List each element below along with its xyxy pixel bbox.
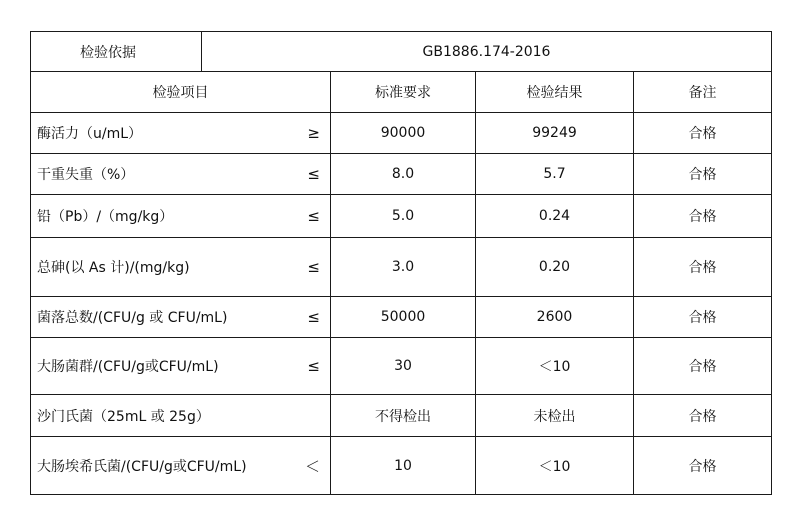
comparison-operator: ＜ [304,457,320,475]
comparison-operator: ≤ [307,207,320,225]
item-cell [31,238,331,297]
item-cell [31,437,331,495]
item-cell [31,195,331,238]
comparison-operator: ≤ [307,258,320,276]
inspection-table [30,31,772,495]
result-value: 2600 [476,297,634,338]
remark-value: 合格 [634,395,772,437]
standard-value: 5.0 [331,195,476,238]
result-value: 0.20 [476,238,634,297]
table-row [31,297,772,338]
remark-value: 合格 [634,338,772,395]
standard-value: 50000 [331,297,476,338]
standard-value: 10 [331,437,476,495]
result-value: 99249 [476,113,634,154]
standard-value: 3.0 [331,238,476,297]
remark-value: 合格 [634,195,772,238]
result-value: 未检出 [476,395,634,437]
header-remark: 备注 [634,72,772,113]
table-row [31,154,772,195]
remark-value: 合格 [634,154,772,195]
item-cell [31,113,331,154]
item-label: 铅（Pb）/（mg/kg） [37,209,174,225]
header-standard: 标准要求 [331,72,476,113]
item-label: 沙门氏菌（25mL 或 25g） [37,408,210,425]
remark-value: 合格 [634,297,772,338]
table-row [31,437,772,495]
header-row [31,72,772,113]
item-label: 菌落总数/(CFU/g 或 CFU/mL) [37,310,228,326]
standard-value: 8.0 [331,154,476,195]
result-value: ＜10 [476,338,634,395]
basis-row [31,32,772,72]
item-cell [31,395,331,437]
item-cell [31,154,331,195]
result-value: ＜10 [476,437,634,495]
basis-value: GB1886.174-2016 [202,32,772,72]
comparison-operator: ≤ [307,357,320,375]
comparison-operator: ≤ [307,308,320,326]
header-item: 检验项目 [31,72,331,113]
standard-value: 90000 [331,113,476,154]
result-value: 5.7 [476,154,634,195]
table-row [31,195,772,238]
remark-value: 合格 [634,113,772,154]
comparison-operator: ≥ [307,124,320,142]
item-label: 酶活力（u/mL） [37,126,143,142]
item-label: 大肠菌群/(CFU/g或CFU/mL) [37,359,219,375]
header-result: 检验结果 [476,72,634,113]
standard-value: 30 [331,338,476,395]
item-label: 大肠埃希氏菌/(CFU/g或CFU/mL) [37,458,247,475]
comparison-operator: ≤ [307,165,320,183]
item-label: 干重失重（%） [37,167,135,183]
table-row [31,338,772,395]
item-label: 总砷(以 As 计)/(mg/kg) [37,260,190,276]
table-row [31,395,772,437]
table-row [31,238,772,297]
item-cell [31,297,331,338]
table-row [31,113,772,154]
basis-label: 检验依据 [31,32,202,72]
item-cell [31,338,331,395]
remark-value: 合格 [634,437,772,495]
result-value: 0.24 [476,195,634,238]
standard-value: 不得检出 [331,395,476,437]
remark-value: 合格 [634,238,772,297]
